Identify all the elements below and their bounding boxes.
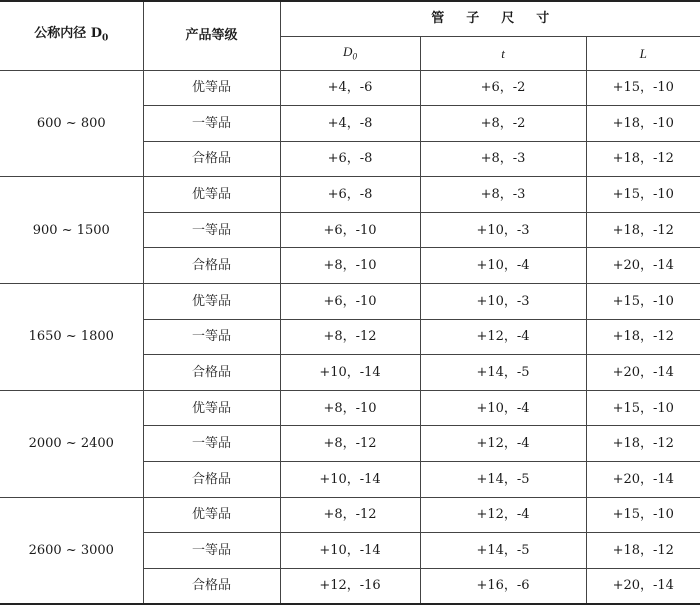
diameter-range-cell: 900 ~ 1500: [0, 177, 143, 284]
header-pipe-dimensions: [280, 1, 700, 36]
d0-tolerance-cell: +8，-10: [280, 390, 420, 426]
grade-cell: 一等品: [143, 319, 280, 355]
grade-cell: 合格品: [143, 141, 280, 177]
d0-tolerance-cell: +6，-8: [280, 141, 420, 177]
l-tolerance-cell: +18，-12: [586, 319, 700, 355]
header-d0: [280, 36, 420, 70]
table-row: [0, 284, 700, 320]
t-tolerance-cell: +10，-4: [420, 248, 586, 284]
grade-cell: 一等品: [143, 212, 280, 248]
grade-cell: 合格品: [143, 462, 280, 498]
t-tolerance-cell: +12，-4: [420, 319, 586, 355]
l-tolerance-cell: +15，-10: [586, 70, 700, 106]
l-tolerance-cell: +15，-10: [586, 284, 700, 320]
header-diameter: [0, 1, 143, 70]
t-tolerance-cell: +6，-2: [420, 70, 586, 106]
header-diameter-label: 公称内径 D: [34, 26, 103, 42]
header-row-1: [0, 1, 700, 36]
d0-tolerance-cell: +12，-16: [280, 568, 420, 604]
l-tolerance-cell: +18，-12: [586, 141, 700, 177]
d0-tolerance-cell: +8，-10: [280, 248, 420, 284]
grade-cell: 优等品: [143, 284, 280, 320]
diameter-range-cell: 2600 ~ 3000: [0, 497, 143, 604]
header-d0-label: D: [343, 43, 353, 59]
t-tolerance-cell: +10，-3: [420, 212, 586, 248]
d0-tolerance-cell: +4，-8: [280, 106, 420, 142]
t-tolerance-cell: +10，-4: [420, 390, 586, 426]
d0-tolerance-cell: +10，-14: [280, 355, 420, 391]
t-tolerance-cell: +8，-3: [420, 141, 586, 177]
l-tolerance-cell: +15，-10: [586, 497, 700, 533]
diameter-range-cell: 2000 ~ 2400: [0, 390, 143, 497]
header-grade: 产品等级: [143, 1, 280, 70]
grade-cell: 一等品: [143, 426, 280, 462]
diameter-range-cell: 600 ~ 800: [0, 70, 143, 177]
d0-tolerance-cell: +6，-10: [280, 284, 420, 320]
header-t: t: [420, 36, 586, 70]
table-row: [0, 390, 700, 426]
grade-cell: 优等品: [143, 390, 280, 426]
t-tolerance-cell: +14，-5: [420, 355, 586, 391]
grade-cell: 合格品: [143, 568, 280, 604]
l-tolerance-cell: +18，-10: [586, 106, 700, 142]
table-body: [0, 70, 700, 604]
grade-cell: 优等品: [143, 70, 280, 106]
grade-cell: 一等品: [143, 106, 280, 142]
header-l: L: [586, 36, 700, 70]
l-tolerance-cell: +20，-14: [586, 462, 700, 498]
table-row: [0, 70, 700, 106]
t-tolerance-cell: +10，-3: [420, 284, 586, 320]
l-tolerance-cell: +15，-10: [586, 177, 700, 213]
d0-tolerance-cell: +4，-6: [280, 70, 420, 106]
t-tolerance-cell: +8，-2: [420, 106, 586, 142]
table-row: [0, 177, 700, 213]
t-tolerance-cell: +14，-5: [420, 462, 586, 498]
grade-cell: 合格品: [143, 248, 280, 284]
header-d0-subscript: 0: [352, 51, 357, 62]
d0-tolerance-cell: +8，-12: [280, 426, 420, 462]
t-tolerance-cell: +16，-6: [420, 568, 586, 604]
d0-tolerance-cell: +8，-12: [280, 319, 420, 355]
l-tolerance-cell: +20，-14: [586, 355, 700, 391]
header-pipe-dimensions-label: 管子尺寸: [431, 11, 572, 27]
l-tolerance-cell: +20，-14: [586, 248, 700, 284]
d0-tolerance-cell: +6，-10: [280, 212, 420, 248]
l-tolerance-cell: +15，-10: [586, 390, 700, 426]
l-tolerance-cell: +18，-12: [586, 212, 700, 248]
d0-tolerance-cell: +10，-14: [280, 462, 420, 498]
grade-cell: 优等品: [143, 497, 280, 533]
grade-cell: 一等品: [143, 533, 280, 569]
t-tolerance-cell: +8，-3: [420, 177, 586, 213]
diameter-range-cell: 1650 ~ 1800: [0, 284, 143, 391]
grade-cell: 优等品: [143, 177, 280, 213]
t-tolerance-cell: +12，-4: [420, 497, 586, 533]
l-tolerance-cell: +18，-12: [586, 533, 700, 569]
l-tolerance-cell: +18，-12: [586, 426, 700, 462]
t-tolerance-cell: +14，-5: [420, 533, 586, 569]
grade-cell: 合格品: [143, 355, 280, 391]
d0-tolerance-cell: +6，-8: [280, 177, 420, 213]
d0-tolerance-cell: +10，-14: [280, 533, 420, 569]
t-tolerance-cell: +12，-4: [420, 426, 586, 462]
table-row: [0, 497, 700, 533]
header-diameter-subscript: 0: [102, 34, 109, 45]
l-tolerance-cell: +20，-14: [586, 568, 700, 604]
d0-tolerance-cell: +8，-12: [280, 497, 420, 533]
